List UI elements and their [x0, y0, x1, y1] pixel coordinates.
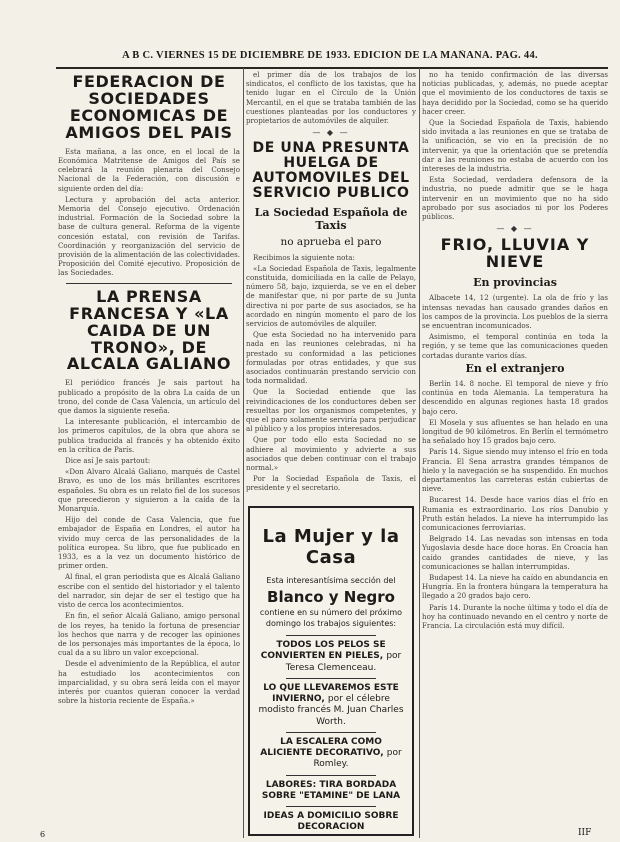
- headline-prensa-francesa: LA PRENSA FRANCESA Y «LA CAIDA DE UN TRONO», DE ALCALA GALIANO: [66, 286, 232, 374]
- article-paragraph: Que la Sociedad entiende que las reivindicaciones de los conductores deben ser resueltas por los organismos competentes, y que el paro solamente serviría para perjudicar al público y a los propios interesados.: [246, 387, 416, 434]
- ad-item: [256, 780, 406, 803]
- column-2: [246, 70, 416, 502]
- article-paragraph: no ha tenido confirmación de las diversas noticias publicadas, y, además, no puede aceptar que el movimiento de los conductores de taxis se haya decidido por la Sociedad, como se ha querido hacer creer.: [422, 70, 608, 116]
- article-paragraph: «La Sociedad Española de Taxis, legalmente constituida, domiciliada en la calle de Pelayo, número 58, bajo, izquierda, se ve en el deber de manifestar que, ni por parte de su Junta directiva ni por parte de sus asociados, se ha acordado en ningún momento el paro de los servicios de automóviles de alquiler.: [246, 263, 416, 328]
- article-paragraph: Dice así Je sais partout:: [65, 456, 151, 466]
- article-paragraph: El Mosela y sus afluentes se han helado en una longitud de 90 kilómetros. En Berlín el termómetro ha señalado hoy 15 grados bajo cero.: [422, 417, 608, 446]
- headline-huelga: DE UNA PRESUNTA HUELGA DE AUTOMOVILES DEL SERVICIO PUBLICO: [252, 140, 410, 201]
- ad-item-title: LABORES: TIRA BORDADA SOBRE "ETAMINE" DE LANA: [261, 779, 401, 801]
- advertisement-box: [248, 506, 414, 836]
- column-3: [422, 70, 608, 830]
- article-paragraph: «Don Alvaro Alcalá Galiano, marqués de Castel Bravo, es uno de los más brillantes escritores españoles. Su obra es un relato fiel de los sucesos que precedieron y siguieron a la caída de la Monarquía.: [58, 467, 240, 514]
- ad-item-author: por el célebre modisto francés M. Juan Charles Worth.: [258, 694, 404, 727]
- ad-item: [256, 683, 406, 728]
- article-paragraph: Asimismo, el temporal continúa en toda la región, y se teme que las comunicaciones queden cortadas durante varios días.: [422, 332, 608, 360]
- ornament-divider: — ◆ —: [496, 224, 534, 234]
- ad-divider: [286, 775, 376, 776]
- article-divider: [66, 283, 232, 284]
- article-paragraph: Recibimos la siguiente nota:: [253, 252, 355, 262]
- ad-title: La Mujer y la Casa: [262, 526, 400, 568]
- subhead-sociedad: La Sociedad Española de Taxis: [254, 205, 408, 232]
- ad-magazine-name: Blanco y Negro: [267, 588, 395, 607]
- footer-mark-left: 6: [40, 830, 46, 839]
- ad-intro-text: contiene en su número del próximo domingo los trabajos siguientes:: [259, 608, 403, 628]
- ad-item: [256, 811, 406, 834]
- article-paragraph: Desde el advenimiento de la República, el autor ha estudiado los acontecimientos con imparcialidad, y su obra será leída con el mayor interés por cuantos quieran conocer la verdad sobre la historia reciente de España.»: [58, 659, 240, 706]
- article-paragraph: Que la Sociedad Española de Taxis, habiendo sido invitada a las reuniones en que se trataba de la unificación, se vio en la precisión de no intervenir, ya que la orientación que se pretendía dar a las reuniones no estaba de acuerdo con los intereses de la industria.: [422, 118, 608, 174]
- ad-item-title: LA ESCALERA COMO ALICIENTE DECORATIVO,: [260, 736, 384, 759]
- ad-item-author: por Romley.: [313, 748, 402, 770]
- article-paragraph: Hijo del conde de Casa Valencia, que fue embajador de España en Londres, el autor ha vivido muy cerca de las personalidades de la política europea. Su libro, que fue publicado en 1933, es a la vez un documento histórico de primer orden.: [58, 515, 240, 571]
- column-1: [58, 70, 240, 830]
- ad-intro-line: Esta interesantísima sección del: [266, 576, 396, 585]
- footer-mark-right: IIF: [578, 828, 592, 838]
- ad-divider: [286, 635, 376, 636]
- ad-item-title: TODOS LOS PELOS SE CONVIERTEN EN PIELES,: [260, 640, 386, 662]
- article-paragraph: Que por todo ello esta Sociedad no se adhiere al movimiento y advierte a sus asociados que deben continuar con el trabajo normal.»: [246, 435, 416, 472]
- ad-item: [256, 640, 406, 674]
- article-paragraph: París 14. Sigue siendo muy intenso el frío en toda Francia. El Sena arrastra grandes témpanos de hielo y la navegación se ha suspendido. En muchos departamentos las carreteras están cubiertas de nieve.: [422, 447, 608, 494]
- article-paragraph: Bucarest 14. Desde hace varios días el frío en Rumania es extraordinario. Los ríos Danubio y Pruth están helados. La nieve ha interrumpido las comunicaciones ferroviarias.: [422, 495, 608, 532]
- article-paragraph: Albacete 14, 12 (urgente). La ola de frío y las intensas nevadas han causado grandes daños en los campos de la provincia. Los pueblos de la sierra se encuentran incomunicados.: [422, 293, 608, 330]
- ad-divider: [286, 732, 376, 733]
- subhead-paro: no aprueba el paro: [280, 235, 382, 248]
- column-rule-1: [243, 68, 244, 838]
- column-rule-2: [419, 68, 420, 838]
- article-paragraph: La interesante publicación, el intercambio de los primeros capítulos, de la obra que ahora se publica traducida al francés y ha obtenido éxito en la crítica de París.: [58, 417, 240, 454]
- article-paragraph: Budapest 14. La nieve ha caído en abundancia en Hungría. En la frontera húngara la temperatura ha llegado a 20 grados bajo cero.: [422, 573, 608, 601]
- section-extranjero: En el extranjero: [465, 361, 565, 375]
- ad-item: [256, 737, 406, 771]
- article-paragraph: El periódico francés Je sais partout ha publicado a propósito de la obra La caída de un trono, del conde de Casa Valencia, un artículo del que damos la siguiente reseña.: [58, 378, 240, 416]
- ad-divider: [286, 806, 376, 807]
- section-provincias: En provincias: [473, 276, 557, 290]
- article-paragraph: Por la Sociedad Española de Taxis, el presidente y el secretario.: [246, 474, 416, 493]
- article-paragraph: Lectura y aprobación del acta anterior. Memoria del Consejo ejecutivo. Ordenación industrial. Formación de la Sociedad sobre la base de cultura general. Reforma de la vigente concesión estatal, con revisión de Tarifas. Coordinación y reorganización del servicio de provisión de la alimentación de las colectividades. Proposición del Comité ejecutivo. Proposición de las Sociedades.: [58, 194, 240, 278]
- header-rule: [56, 67, 608, 69]
- ad-item-title: LO QUE LLEVAREMOS ESTE INVIERNO,: [263, 682, 399, 705]
- article-paragraph: Que esta Sociedad no ha intervenido para nada en las reuniones celebradas, ni ha prestado su conformidad a las peticiones formuladas por otras entidades, y que sus asociados continuarán prestando servicio con toda normalidad.: [246, 330, 416, 386]
- article-paragraph: Esta Sociedad, verdadera defensora de la industria, no puede admitir que se le haga intervenir en un movimiento que no ha sido aprobado por sus asociados ni por los Poderes públicos.: [422, 175, 608, 222]
- running-head: A B C. VIERNES 15 DE DICIEMBRE DE 1933. EDICION DE LA MAÑANA. PAG. 44.: [122, 50, 538, 61]
- ad-item-author: por Teresa Clemenceau.: [285, 651, 402, 673]
- article-paragraph: Al final, el gran periodista que es Alcalá Galiano escribe con el sentido del historiador y el talento del narrador, sin dejar de ser el testigo que ha visto de cerca los acontecimientos.: [58, 572, 240, 610]
- article-paragraph: París 14. Durante la noche última y todo el día de hoy ha continuado nevando en el centro y norte de Francia. La circulación está muy difícil.: [422, 602, 608, 631]
- article-paragraph: el primer día de los trabajos de los sindicatos, el conflicto de los taxistas, que ha tenido lugar en el Círculo de la Unión Mercantil, en el que se trataba también de las cuestiones planteadas por los conductores y propietarios de automóviles de alquiler.: [246, 70, 416, 126]
- article-paragraph: Berlín 14. 8 noche. El temporal de nieve y frío continúa en toda Alemania. La temperatura ha descendido en algunas regiones hasta 18 grados bajo cero.: [422, 378, 608, 416]
- article-paragraph: En fin, el señor Alcalá Galiano, amigo personal de los reyes, ha tenido la fortuna de presenciar los hechos que narra y de recoger las opiniones de los personajes más importantes de la época, lo cual da a su libro un valor excepcional.: [58, 611, 240, 658]
- headline-federacion: FEDERACION DE SOCIEDADES ECONOMICAS DE AMIGOS DEL PAIS: [65, 72, 233, 142]
- ad-divider: [286, 678, 376, 679]
- article-paragraph: Esta mañana, a las once, en el local de la Económica Matritense de Amigos del País se celebrará la reunión plenaria del Consejo Nacional de la Federación, con discusión e siguiente orden del día:: [58, 146, 240, 193]
- headline-frio-lluvia-nieve: FRIO, LLUVIA Y NIEVE: [440, 235, 590, 272]
- article-paragraph: Belgrado 14. Las nevadas son intensas en toda Yugoslavia desde hace doce horas. En Croacia han caído grandes cantidades de nieve, y las comunicaciones se hallan interrumpidas.: [422, 534, 608, 571]
- ad-item-title: IDEAS A DOMICILIO SOBRE DECORACION: [263, 811, 399, 833]
- ornament-divider: — ◆ —: [312, 128, 350, 138]
